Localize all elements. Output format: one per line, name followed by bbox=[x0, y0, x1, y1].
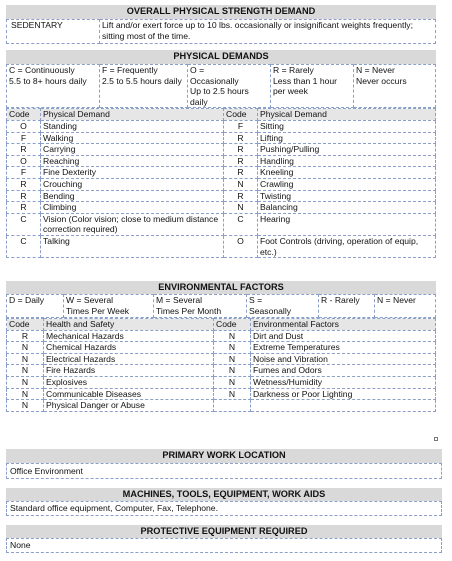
code-right: C bbox=[224, 213, 258, 235]
code-right: N bbox=[214, 388, 251, 400]
code-left: R bbox=[7, 330, 44, 342]
demand-right: Pushing/Pulling bbox=[258, 144, 436, 156]
code-left: N bbox=[7, 376, 44, 388]
col-code: Code bbox=[7, 319, 44, 331]
demand-right: Lifting bbox=[258, 132, 436, 144]
code-right: R bbox=[224, 144, 258, 156]
env-header: ENVIRONMENTAL FACTORS bbox=[6, 281, 436, 294]
protective-header: PROTECTIVE EQUIPMENT REQUIRED bbox=[6, 525, 442, 538]
table-row bbox=[7, 190, 436, 202]
code-right: F bbox=[224, 120, 258, 132]
strength-header: OVERALL PHYSICAL STRENGTH DEMAND bbox=[6, 5, 436, 19]
code-left: O bbox=[7, 120, 41, 132]
code-left: F bbox=[7, 167, 41, 179]
code-right: O bbox=[224, 235, 258, 257]
table-resize-handle[interactable] bbox=[434, 437, 438, 441]
legend-frequently: F = Frequently 2.5 to 5.5 hours daily bbox=[100, 65, 188, 108]
legend-never: N = Never Never occurs bbox=[354, 65, 436, 108]
demand-left: Chemical Hazards bbox=[44, 342, 214, 354]
code-left: O bbox=[7, 155, 41, 167]
demand-left: Standing bbox=[41, 120, 224, 132]
env-legend bbox=[6, 294, 436, 318]
demand-left: Communicable Diseases bbox=[44, 388, 214, 400]
demand-left: Talking bbox=[41, 235, 224, 257]
code-left: R bbox=[7, 190, 41, 202]
demand-right: Sitting bbox=[258, 120, 436, 132]
env-col-header-row bbox=[7, 319, 436, 331]
col-code: Code bbox=[224, 109, 258, 121]
demand-right: Extreme Temperatures bbox=[251, 342, 436, 354]
code-right bbox=[214, 400, 251, 412]
code-left: N bbox=[7, 342, 44, 354]
demand-left: Mechanical Hazards bbox=[44, 330, 214, 342]
col-code: Code bbox=[214, 319, 251, 331]
table-row bbox=[7, 330, 436, 342]
demand-left: Fine Dexterity bbox=[41, 167, 224, 179]
demand-left: Carrying bbox=[41, 144, 224, 156]
table-row bbox=[7, 376, 436, 388]
code-left: R bbox=[7, 144, 41, 156]
col-health-safety: Health and Safety bbox=[44, 319, 214, 331]
demand-right: Kneeling bbox=[258, 167, 436, 179]
machines-value: Standard office equipment, Computer, Fax, Telephone. bbox=[6, 501, 442, 516]
demand-left: Vision (Color vision; close to medium distance correction required) bbox=[41, 213, 224, 235]
table-row bbox=[7, 235, 436, 257]
table-row bbox=[7, 155, 436, 167]
code-left: N bbox=[7, 400, 44, 412]
env-legend-rarely: R - Rarely bbox=[319, 295, 375, 318]
demand-right: Crawling bbox=[258, 178, 436, 190]
table-row bbox=[7, 365, 436, 377]
env-legend-daily: D = Daily bbox=[7, 295, 64, 318]
code-left: C bbox=[7, 213, 41, 235]
code-right: N bbox=[214, 342, 251, 354]
demand-left: Explosives bbox=[44, 376, 214, 388]
physical-col-header-row bbox=[7, 109, 436, 121]
location-value: Office Environment bbox=[6, 463, 442, 479]
table-row bbox=[7, 400, 436, 412]
code-left: F bbox=[7, 132, 41, 144]
location-header: PRIMARY WORK LOCATION bbox=[6, 449, 442, 463]
legend-continuously: C = Continuously 5.5 to 8+ hours daily bbox=[7, 65, 100, 108]
col-code: Code bbox=[7, 109, 41, 121]
env-legend-monthly: M = Several Times Per Month bbox=[154, 295, 247, 318]
table-row bbox=[7, 178, 436, 190]
protective-value: None bbox=[6, 538, 442, 553]
demand-left: Climbing bbox=[41, 202, 224, 214]
col-environmental-factors: Environmental Factors bbox=[251, 319, 436, 331]
demand-right: Noise and Vibration bbox=[251, 353, 436, 365]
legend-rarely: R = Rarely Less than 1 hour per week bbox=[271, 65, 354, 108]
demand-left: Reaching bbox=[41, 155, 224, 167]
env-legend-seasonally: S = Seasonally bbox=[247, 295, 319, 318]
physical-section bbox=[6, 64, 436, 258]
code-right: N bbox=[214, 330, 251, 342]
physical-legend bbox=[6, 64, 436, 108]
code-right: N bbox=[224, 202, 258, 214]
demand-left: Crouching bbox=[41, 178, 224, 190]
table-row bbox=[7, 353, 436, 365]
code-left: R bbox=[7, 178, 41, 190]
demand-right bbox=[251, 400, 436, 412]
demand-right: Balancing bbox=[258, 202, 436, 214]
table-row bbox=[7, 144, 436, 156]
table-row bbox=[7, 202, 436, 214]
legend-occasionally: O = Occasionally Up to 2.5 hours daily bbox=[188, 65, 271, 108]
code-left: N bbox=[7, 353, 44, 365]
code-right: R bbox=[224, 167, 258, 179]
strength-section bbox=[6, 19, 436, 44]
demand-right: Foot Controls (driving, operation of equip, etc.) bbox=[258, 235, 436, 257]
code-right: R bbox=[224, 155, 258, 167]
demand-right: Wetness/Humidity bbox=[251, 376, 436, 388]
env-legend-weekly: W = Several Times Per Week bbox=[64, 295, 154, 318]
demand-right: Twisting bbox=[258, 190, 436, 202]
demand-left: Bending bbox=[41, 190, 224, 202]
demand-left: Fire Hazards bbox=[44, 365, 214, 377]
code-right: N bbox=[224, 178, 258, 190]
env-factors-table bbox=[6, 318, 436, 412]
code-left: N bbox=[7, 365, 44, 377]
code-right: N bbox=[214, 353, 251, 365]
demand-right: Hearing bbox=[258, 213, 436, 235]
table-row bbox=[7, 132, 436, 144]
code-left: C bbox=[7, 235, 41, 257]
code-right: R bbox=[224, 132, 258, 144]
table-row bbox=[7, 167, 436, 179]
physical-demands-table bbox=[6, 108, 436, 258]
code-right: N bbox=[214, 376, 251, 388]
code-left: N bbox=[7, 388, 44, 400]
strength-table bbox=[6, 19, 436, 44]
code-right: N bbox=[214, 365, 251, 377]
code-left: R bbox=[7, 202, 41, 214]
strength-level: SEDENTARY bbox=[7, 20, 100, 44]
demand-right: Dirt and Dust bbox=[251, 330, 436, 342]
table-row bbox=[7, 120, 436, 132]
col-physical-demand: Physical Demand bbox=[258, 109, 436, 121]
strength-description: Lift and/or exert force up to 10 lbs. occasionally or insignificant weights frequently; sitting most of the time. bbox=[100, 20, 436, 44]
demand-left: Physical Danger or Abuse bbox=[44, 400, 214, 412]
demand-left: Walking bbox=[41, 132, 224, 144]
machines-header: MACHINES, TOOLS, EQUIPMENT, WORK AIDS bbox=[6, 488, 442, 501]
code-right: R bbox=[224, 190, 258, 202]
table-row bbox=[7, 213, 436, 235]
demand-left: Electrical Hazards bbox=[44, 353, 214, 365]
table-row bbox=[7, 342, 436, 354]
table-row bbox=[7, 388, 436, 400]
physical-header: PHYSICAL DEMANDS bbox=[6, 50, 436, 64]
col-physical-demand: Physical Demand bbox=[41, 109, 224, 121]
demand-right: Fumes and Odors bbox=[251, 365, 436, 377]
demand-right: Handling bbox=[258, 155, 436, 167]
env-legend-never: N = Never bbox=[375, 295, 436, 318]
env-section bbox=[6, 294, 436, 412]
demand-right: Darkness or Poor Lighting bbox=[251, 388, 436, 400]
